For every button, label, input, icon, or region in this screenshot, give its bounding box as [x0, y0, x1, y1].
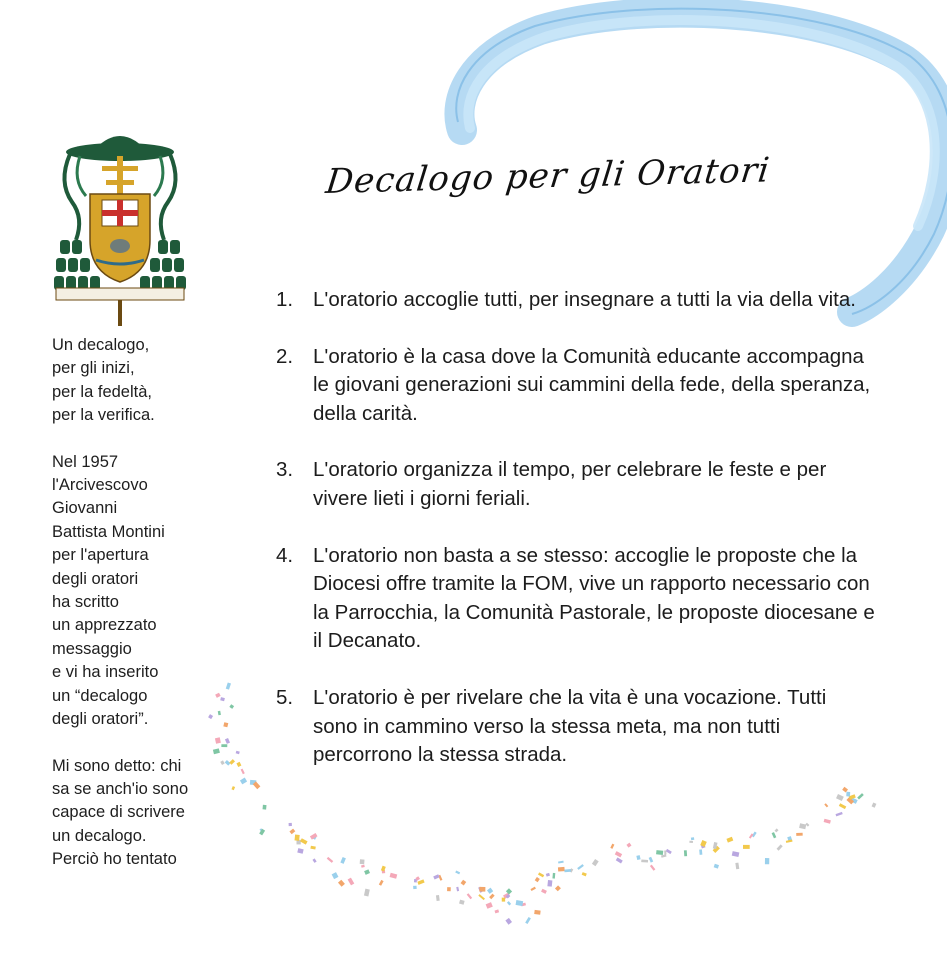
confetti-piece: [558, 867, 565, 872]
confetti-piece: [546, 873, 550, 877]
confetti-piece: [530, 887, 535, 891]
confetti-piece: [381, 866, 386, 872]
confetti-piece: [338, 880, 345, 887]
confetti-piece: [225, 738, 230, 744]
confetti-piece: [656, 850, 663, 855]
confetti-piece: [433, 874, 439, 879]
confetti-piece: [534, 910, 540, 915]
confetti-piece: [295, 835, 300, 841]
confetti-piece: [552, 873, 555, 879]
confetti-piece: [666, 849, 672, 854]
list-item: [276, 684, 876, 770]
page-title: Decalogo per gli Oratori: [323, 150, 773, 203]
confetti-piece: [478, 887, 482, 893]
confetti-piece: [505, 918, 512, 925]
confetti-piece: [872, 803, 877, 808]
confetti-piece: [229, 759, 235, 765]
item-text: L'oratorio accoglie tutti, per insegnare a tutti la via della vita.: [313, 288, 856, 311]
confetti-piece: [436, 895, 440, 901]
item-number: 2.: [276, 344, 294, 368]
confetti-piece: [616, 857, 623, 863]
confetti-piece: [592, 859, 599, 866]
confetti-piece: [700, 840, 707, 847]
confetti-piece: [641, 860, 648, 863]
confetti-piece: [743, 845, 750, 849]
confetti-piece: [503, 893, 510, 899]
confetti-piece: [364, 889, 370, 897]
sidebar-paragraph: Un decalogo, per gli inizi, per la fedeltà, per la verifica.: [52, 336, 155, 425]
item-text: L'oratorio è per rivelare che la vita è una vocazione. Tutti sono in cammino verso la stessa meta, ma non tutti percorrono la stessa strada.: [313, 685, 827, 767]
confetti-piece: [312, 835, 316, 839]
confetti-piece: [289, 823, 292, 826]
confetti-piece: [649, 857, 654, 863]
confetti-piece: [839, 803, 846, 809]
confetti-piece: [846, 797, 854, 804]
confetti-piece: [348, 878, 355, 886]
confetti-piece: [636, 855, 640, 860]
coat-of-arms-icon: [50, 122, 190, 330]
confetti-piece: [259, 829, 265, 836]
confetti-piece: [414, 879, 417, 882]
confetti-piece: [752, 832, 757, 838]
confetti-piece: [479, 887, 485, 892]
confetti-piece: [555, 885, 561, 891]
confetti-piece: [438, 875, 442, 881]
confetti-piece: [340, 857, 346, 864]
confetti-piece: [547, 880, 552, 887]
confetti-piece: [447, 887, 451, 891]
list-item: [276, 286, 876, 315]
confetti-piece: [225, 760, 231, 766]
confetti-piece: [310, 833, 318, 840]
confetti-piece: [564, 869, 571, 872]
confetti-piece: [489, 894, 495, 900]
confetti-piece: [824, 819, 831, 824]
confetti-piece: [786, 840, 793, 843]
confetti-piece: [538, 872, 544, 877]
confetti-piece: [787, 836, 792, 842]
confetti-piece: [223, 722, 228, 727]
sidebar-paragraph: Mi sono detto: chi sa se anch'io sono capace di scrivere un decalogo. Perciò ho tentato: [52, 756, 189, 869]
confetti-piece: [486, 902, 493, 909]
confetti-piece: [691, 837, 694, 840]
confetti-piece: [521, 903, 526, 907]
confetti-piece: [415, 876, 420, 881]
confetti-piece: [525, 917, 531, 924]
item-number: 4.: [276, 543, 294, 567]
sidebar-paragraph: Nel 1957 l'Arcivescovo Giovanni Battista Montini per l'apertura degli oratori ha scritto un apprezzato messaggio e vi ha inserito un “decalogo degli oratori”.: [52, 452, 165, 729]
confetti-piece: [229, 704, 234, 709]
confetti-piece: [502, 898, 505, 902]
confetti-piece: [664, 850, 666, 854]
sidebar-text: [52, 334, 222, 895]
confetti-piece: [478, 894, 485, 900]
confetti-piece: [417, 879, 424, 884]
item-number: 5.: [276, 685, 294, 709]
confetti-piece: [850, 798, 857, 804]
item-text: L'oratorio organizza il tempo, per celebrare le feste e per vivere lieti i giorni feriali.: [313, 458, 827, 510]
confetti-piece: [360, 859, 365, 864]
confetti-piece: [495, 909, 500, 913]
confetti-piece: [459, 900, 465, 905]
confetti-piece: [726, 837, 733, 843]
confetti-piece: [799, 823, 806, 829]
confetti-piece: [615, 851, 622, 857]
list-item: [276, 343, 876, 429]
confetti-piece: [300, 838, 308, 844]
confetti-piece: [749, 833, 754, 838]
confetti-piece: [535, 877, 540, 882]
confetti-piece: [312, 858, 316, 863]
confetti-piece: [516, 900, 524, 906]
confetti-piece: [263, 805, 267, 810]
confetti-piece: [558, 861, 564, 864]
confetti-piece: [765, 858, 769, 864]
confetti-piece: [260, 828, 264, 832]
confetti-piece: [364, 869, 370, 875]
confetti-piece: [361, 865, 365, 868]
confetti-piece: [253, 781, 261, 789]
confetti-piece: [713, 846, 720, 853]
item-number: 1.: [276, 288, 294, 311]
confetti-piece: [577, 864, 584, 870]
confetti-piece: [236, 751, 240, 755]
confetti-piece: [461, 880, 467, 886]
confetti-piece: [310, 846, 315, 850]
confetti-piece: [236, 762, 241, 767]
confetti-piece: [327, 857, 334, 863]
confetti-piece: [506, 894, 511, 899]
item-number: 3.: [276, 458, 294, 482]
confetti-piece: [569, 868, 573, 872]
confetti-piece: [226, 682, 231, 689]
list-item: [276, 542, 876, 656]
confetti-piece: [805, 823, 809, 827]
confetti-piece: [582, 872, 587, 876]
confetti-piece: [487, 888, 493, 894]
confetti-piece: [506, 888, 512, 894]
confetti-piece: [297, 848, 303, 854]
confetti-piece: [382, 870, 385, 873]
confetti-piece: [699, 849, 702, 854]
confetti-piece: [796, 833, 802, 836]
confetti-piece: [332, 872, 339, 879]
confetti-piece: [250, 780, 257, 785]
confetti-piece: [541, 889, 547, 894]
confetti-piece: [241, 769, 245, 775]
item-text: L'oratorio non basta a se stesso: accoglie le proposte che la Diocesi offre tramite la FOM, vive un rapporto necessario con la Parrocchia, la Comunità Pastorale, le proposte diocesane e il Decanato.: [313, 543, 875, 653]
confetti-piece: [661, 854, 667, 857]
confetti-piece: [231, 786, 235, 790]
confetti-piece: [455, 871, 460, 875]
confetti-piece: [772, 832, 777, 838]
confetti-piece: [735, 863, 739, 870]
confetti-piece: [824, 803, 828, 807]
confetti-piece: [684, 850, 687, 856]
confetti-piece: [610, 844, 614, 849]
confetti-piece: [221, 744, 227, 747]
confetti-piece: [379, 880, 384, 886]
confetti-piece: [713, 842, 718, 849]
confetti-piece: [777, 844, 783, 850]
confetti-piece: [413, 886, 417, 889]
confetti-piece: [390, 873, 398, 879]
confetti-piece: [836, 812, 843, 816]
confetti-piece: [507, 901, 511, 905]
list-item: [276, 456, 876, 513]
confetti-piece: [289, 829, 295, 835]
confetti-piece: [467, 893, 472, 899]
confetti-piece: [732, 851, 740, 857]
decalogue-list: [276, 286, 876, 798]
confetti-piece: [689, 841, 693, 843]
confetti-piece: [650, 865, 656, 871]
confetti-piece: [240, 778, 247, 785]
item-text: L'oratorio è la casa dove la Comunità educante accompagna le giovani generazioni sui cammini della fede, della speranza, della carità.: [313, 344, 871, 425]
confetti-piece: [626, 843, 631, 848]
confetti-piece: [714, 864, 719, 869]
confetti-piece: [701, 844, 706, 848]
confetti-piece: [775, 828, 779, 832]
confetti-piece: [297, 840, 301, 845]
confetti-piece: [456, 887, 459, 892]
